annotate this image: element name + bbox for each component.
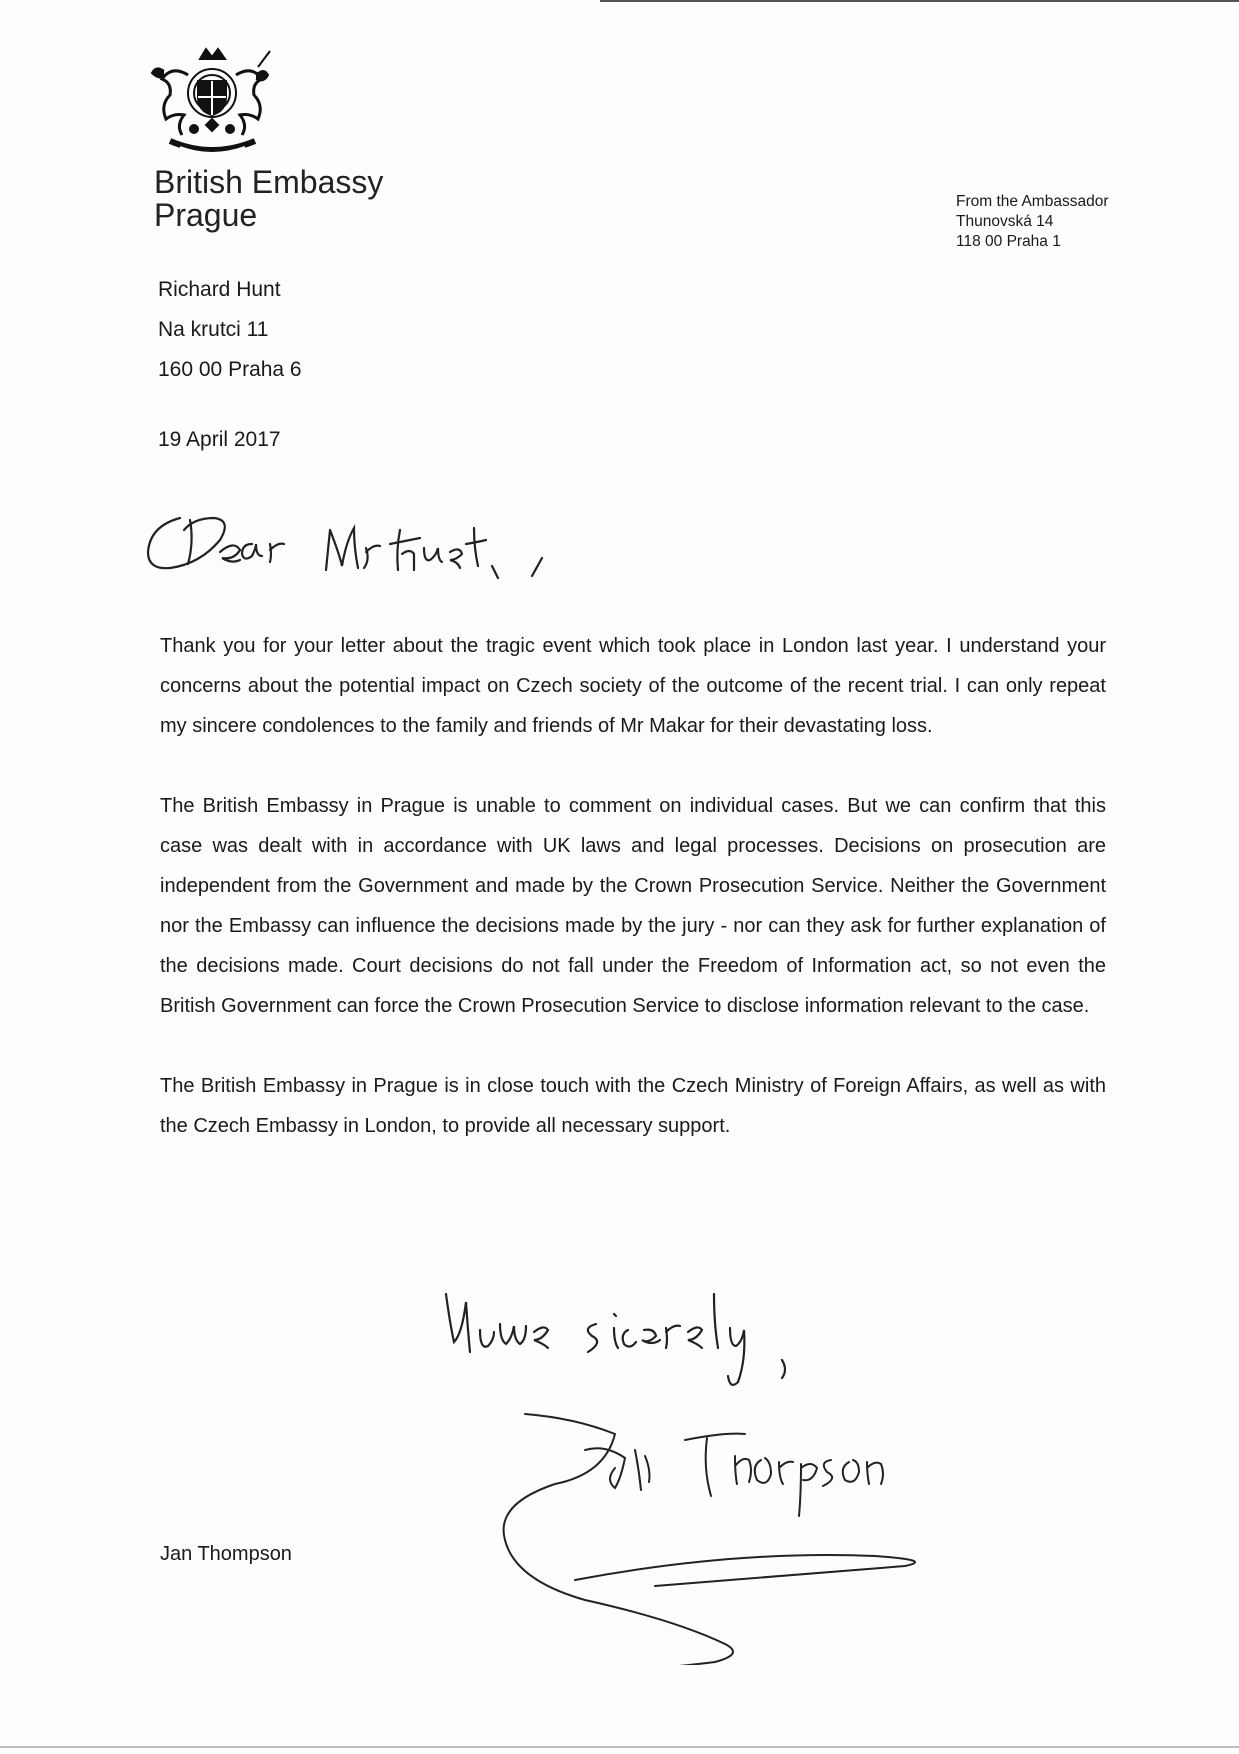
page-top-edge — [600, 0, 1239, 2]
handwritten-closing — [430, 1280, 910, 1400]
letter-body — [160, 626, 1106, 1186]
sender-line2: Thunovská 14 — [956, 213, 1054, 230]
body-paragraph-1: Thank you for your letter about the tragic event which took place in London last year. I understand your concerns about the potential impact on Czech society of the outcome of the recent trial. I can only repeat my sincere condolences to the family and friends of Mr Makar for their devastating loss. — [160, 635, 1106, 737]
sender-line3: 118 00 Praha 1 — [956, 233, 1061, 250]
closing-script-icon — [430, 1280, 910, 1400]
sender-address — [956, 192, 1108, 252]
body-paragraph-2: The British Embassy in Prague is unable to comment on individual cases. But we can confirm that this case was dealt with in accordance with UK laws and legal processes. Decisions on prosecution are independent from the Government and made by the Crown Prosecution Service. Neither the Government nor the Embassy can influence the decisions made by the jury - nor can they ask for further explanation of the decisions made. Court decisions do not fall under the Freedom of Information act, so not even the British Government can force the Crown Prosecution Service to disclose information relevant to the case. — [160, 795, 1106, 1017]
royal-coat-of-arms-icon — [150, 45, 275, 160]
recipient-address — [158, 270, 302, 390]
recipient-city: 160 00 Praha 6 — [158, 358, 302, 381]
letterhead-org-line1: British Embassy — [154, 164, 384, 200]
salutation-script-icon — [140, 500, 610, 600]
recipient-street: Na krutci 11 — [158, 318, 269, 341]
letter-date: 19 April 2017 — [158, 428, 281, 451]
sender-line1: From the Ambassador — [956, 193, 1109, 210]
signature-script-icon — [495, 1410, 1095, 1665]
handwritten-salutation — [140, 500, 610, 600]
page-bottom-edge — [0, 1746, 1239, 1748]
handwritten-signature — [495, 1410, 1095, 1665]
letterhead-organization — [154, 166, 383, 232]
recipient-name: Richard Hunt — [158, 278, 281, 301]
signatory-name: Jan Thompson — [160, 1543, 292, 1565]
body-paragraph-3: The British Embassy in Prague is in close touch with the Czech Ministry of Foreign Affairs, as well as with the Czech Embassy in London, to provide all necessary support. — [160, 1075, 1106, 1137]
letterhead-org-line2: Prague — [154, 197, 258, 233]
